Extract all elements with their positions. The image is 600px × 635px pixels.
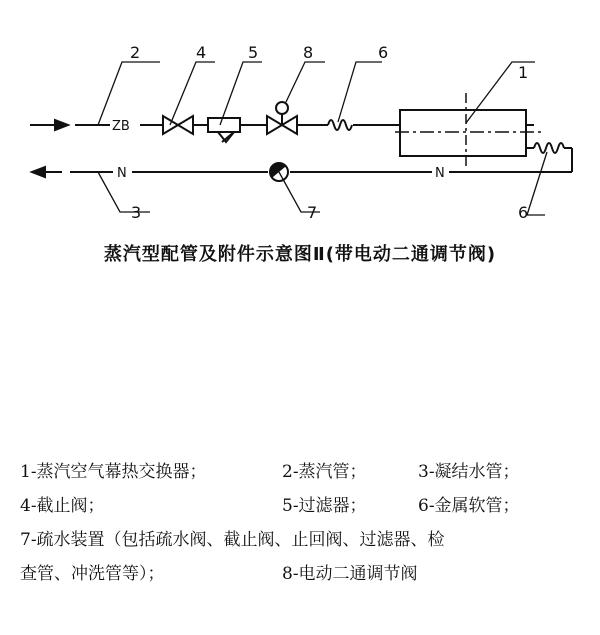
pipe-marker-n-right: N <box>435 166 445 181</box>
metal-hose-right <box>526 143 572 172</box>
label-4: 4 <box>196 43 207 62</box>
label-6-right: 6 <box>518 203 529 222</box>
legend <box>20 455 590 591</box>
diagram-caption: 蒸汽型配管及附件示意图Ⅱ(带电动二通调节阀) <box>103 244 497 265</box>
label-1: 1 <box>518 63 529 82</box>
strainer <box>208 118 240 142</box>
label-3: 3 <box>131 203 142 222</box>
legend-row <box>20 455 590 489</box>
steam-inlet-arrow <box>30 120 68 130</box>
label-2: 2 <box>130 43 141 62</box>
label-8: 8 <box>303 43 314 62</box>
legend-item-8: 8-电动二通调节阀 <box>282 564 418 584</box>
legend-item-7b: 查管、冲洗管等）； <box>20 564 165 584</box>
legend-row <box>20 489 590 523</box>
heat-exchanger <box>395 93 545 170</box>
legend-item-7a: 7-疏水装置（包括疏水阀、截止阀、止回阀、过滤器、检 <box>20 530 445 550</box>
label-5: 5 <box>248 43 259 62</box>
stop-valve <box>163 116 193 134</box>
legend-item-2: 2-蒸汽管； <box>282 462 367 482</box>
label-6-top: 6 <box>378 43 389 62</box>
label-7: 7 <box>307 203 318 222</box>
pipe-marker-zb: ZB <box>112 119 130 134</box>
legend-item-5: 5-过滤器； <box>282 496 367 516</box>
legend-item-3: 3-凝结水管； <box>418 462 520 482</box>
electric-control-valve <box>267 102 297 134</box>
legend-row <box>20 557 590 591</box>
legend-item-1: 1-蒸汽空气幕热交换器； <box>20 462 207 482</box>
steam-trap <box>266 159 288 181</box>
legend-item-4: 4-截止阀； <box>20 496 105 516</box>
legend-item-6: 6-金属软管； <box>418 496 520 516</box>
condensate-outlet-arrow <box>32 167 62 177</box>
metal-hose-top <box>328 120 352 130</box>
leader-lines <box>98 62 547 215</box>
pipe-marker-n-left: N <box>117 166 127 181</box>
legend-row <box>20 523 590 557</box>
